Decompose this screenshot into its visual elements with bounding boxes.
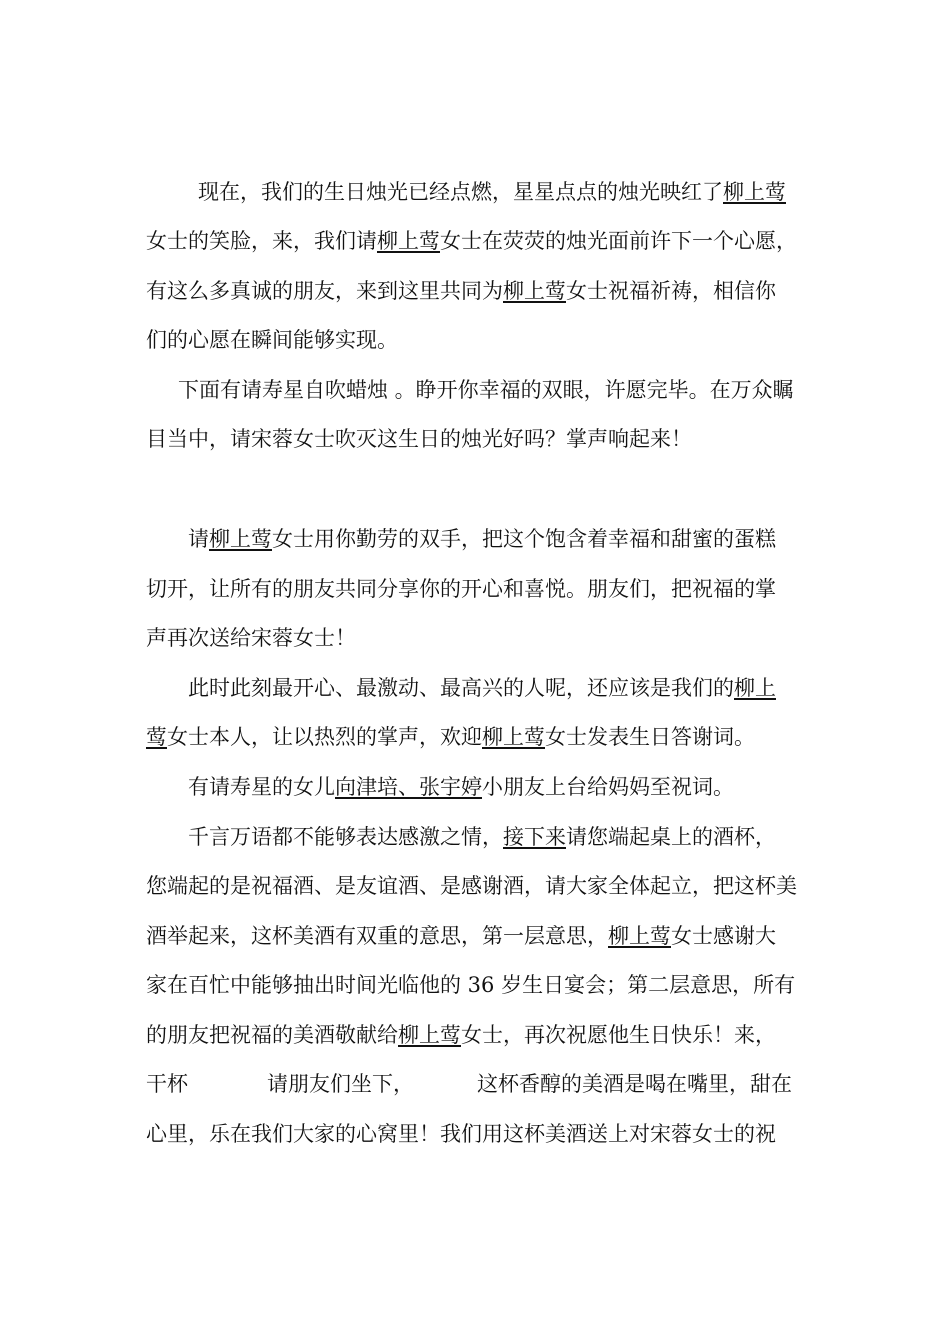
para6-line3	[146, 921, 776, 951]
para5-line1	[188, 772, 734, 802]
para2-line2: 目当中，请宋蓉女士吹灭这生日的烛光好吗？掌声响起来！	[146, 427, 692, 451]
text: 此时此刻最开心、最激动、最高兴的人呢，还应该是我们的	[188, 676, 734, 700]
text: 女士，再次祝愿他生日快乐！来，	[461, 1023, 776, 1047]
para2-line1: 下面有请寿星自吹蜡烛 。睁开你幸福的双眼，许愿完毕。在万众瞩	[178, 378, 794, 402]
name-underlined: 柳上莺	[482, 725, 545, 749]
text: 女士本人，让以热烈的掌声，欢迎	[167, 725, 482, 749]
para6-line1	[188, 822, 776, 852]
text: 女士用你勤劳的双手，把这个饱含着幸福和甜蜜的蛋糕	[272, 527, 776, 551]
next-underlined: 接下来	[503, 825, 566, 849]
text: 女士在荧荧的烛光面前许下一个心愿，	[440, 229, 797, 253]
name-underlined: 柳上莺	[377, 229, 440, 253]
para6-line6a: 干杯	[146, 1072, 188, 1096]
para1-line2	[146, 226, 797, 256]
text: 女士感谢大	[671, 924, 776, 948]
text: 女士的笑脸，来，我们请	[146, 229, 377, 253]
daughters-underlined: 向津培、张宇婷	[335, 775, 482, 799]
name-underlined: 柳上莺	[608, 924, 671, 948]
para3-line2: 切开，让所有的朋友共同分享你的开心和喜悦。朋友们，把祝福的掌	[146, 577, 776, 601]
para1-line3	[146, 276, 776, 306]
para4-line2	[146, 722, 755, 752]
text: 女士发表生日答谢词。	[545, 725, 755, 749]
text: 现在，我们的生日烛光已经点燃，星星点点的烛光映红了	[198, 180, 723, 204]
text: 请	[188, 527, 209, 551]
para4-line1	[188, 673, 776, 703]
text: 千言万语都不能够表达感激之情，	[188, 825, 503, 849]
para6-line6c: 这杯香醇的美酒是喝在嘴里，甜在	[477, 1072, 792, 1096]
para3-line3: 声再次送给宋蓉女士！	[146, 626, 356, 650]
name-underlined-part2: 莺	[146, 725, 167, 749]
para6-line5	[146, 1020, 776, 1050]
para1-line1	[198, 177, 786, 207]
para3-line1	[188, 524, 776, 554]
name-underlined: 柳上莺	[723, 180, 786, 204]
para6-line2: 您端起的是祝福酒、是友谊酒、是感谢酒，请大家全体起立，把这杯美	[146, 874, 797, 898]
name-underlined: 柳上莺	[503, 279, 566, 303]
name-underlined: 柳上莺	[398, 1023, 461, 1047]
para6-line4: 家在百忙中能够抽出时间光临他的 36 岁生日宴会；第二层意思，所有	[146, 973, 796, 997]
text: 有这么多真诚的朋友，来到这里共同为	[146, 279, 503, 303]
para6-line6b: 请朋友们坐下，	[267, 1072, 414, 1096]
text: 小朋友上台给妈妈至祝词。	[482, 775, 734, 799]
text: 的朋友把祝福的美酒敬献给	[146, 1023, 398, 1047]
para1-line4: 们的心愿在瞬间能够实现。	[146, 328, 398, 352]
text: 请您端起桌上的酒杯，	[566, 825, 776, 849]
para6-line7: 心里，乐在我们大家的心窝里！我们用这杯美酒送上对宋蓉女士的祝	[146, 1122, 776, 1146]
text: 酒举起来，这杯美酒有双重的意思，第一层意思，	[146, 924, 608, 948]
text: 女士祝福祈祷，相信你	[566, 279, 776, 303]
name-underlined-part1: 柳上	[734, 676, 776, 700]
text: 有请寿星的女儿	[188, 775, 335, 799]
name-underlined: 柳上莺	[209, 527, 272, 551]
